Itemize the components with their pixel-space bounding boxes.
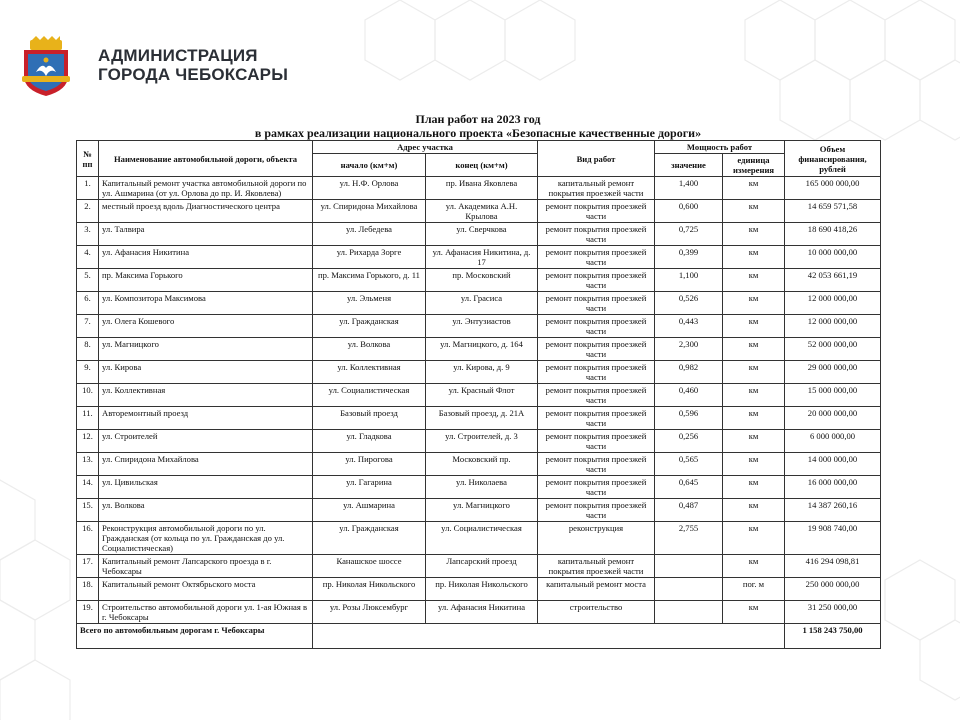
cell-funding: 12 000 000,00 [785, 315, 881, 338]
cell-work-type: строительство [538, 601, 655, 624]
cell-funding: 52 000 000,00 [785, 338, 881, 361]
cell-road-name: ул. Волкова [99, 499, 313, 522]
cell-number: 4. [77, 246, 99, 269]
cell-road-name: ул. Цивильская [99, 476, 313, 499]
cell-work-type: ремонт покрытия проезжей части [538, 315, 655, 338]
cell-work-type: ремонт покрытия проезжей части [538, 476, 655, 499]
organization-name-line1: АДМИНИСТРАЦИЯ [98, 46, 258, 65]
cell-end: ул. Магницкого, д. 164 [426, 338, 538, 361]
cell-work-type: ремонт покрытия проезжей части [538, 361, 655, 384]
header-address: Адрес участка [313, 141, 538, 154]
cell-work-type: ремонт покрытия проезжей части [538, 292, 655, 315]
cell-work-type: капитальный ремонт покрытия проезжей части [538, 555, 655, 578]
cell-funding: 14 387 260,16 [785, 499, 881, 522]
cell-funding: 18 690 418,26 [785, 223, 881, 246]
cell-end: ул. Кирова, д. 9 [426, 361, 538, 384]
cell-funding: 10 000 000,00 [785, 246, 881, 269]
table-row [77, 601, 881, 624]
table-body [77, 177, 881, 624]
table-row [77, 223, 881, 246]
cell-start: ул. Эльменя [313, 292, 426, 315]
cell-funding: 20 000 000,00 [785, 407, 881, 430]
cell-value: 2,755 [655, 522, 723, 555]
cell-road-name: ул. Спиридона Михайлова [99, 453, 313, 476]
cell-value [655, 555, 723, 578]
cell-end: Лапсарский проезд [426, 555, 538, 578]
cell-unit: пог. м [723, 578, 785, 601]
cell-end: ул. Грасиса [426, 292, 538, 315]
cell-end: ул. Социалистическая [426, 522, 538, 555]
cell-work-type: капитальный ремонт покрытия проезжей части [538, 177, 655, 200]
cell-start: ул. Социалистическая [313, 384, 426, 407]
cell-end: ул. Афанасия Никитина [426, 601, 538, 624]
cell-value: 0,526 [655, 292, 723, 315]
cell-road-name: пр. Максима Горького [99, 269, 313, 292]
cell-value: 0,443 [655, 315, 723, 338]
cell-road-name: Капитальный ремонт Лапсарского проезда в г. Чебоксары [99, 555, 313, 578]
table-row [77, 430, 881, 453]
organization-name-line2: ГОРОДА ЧЕБОКСАРЫ [98, 65, 289, 84]
table-row [77, 384, 881, 407]
cell-unit: км [723, 338, 785, 361]
cell-value: 0,565 [655, 453, 723, 476]
cell-work-type: ремонт покрытия проезжей части [538, 499, 655, 522]
document-title-line2: в рамках реализации национального проекта «Безопасные качественные дороги» [254, 126, 702, 140]
header-unit: единица измерения [723, 154, 785, 177]
cell-end: пр. Николая Никольского [426, 578, 538, 601]
table-row [77, 292, 881, 315]
cell-number: 15. [77, 499, 99, 522]
cell-number: 1. [77, 177, 99, 200]
cell-start: ул. Ашмарина [313, 499, 426, 522]
cell-end: пр. Московский [426, 269, 538, 292]
table-row [77, 269, 881, 292]
document-title [76, 112, 880, 140]
cell-end: ул. Строителей, д. 3 [426, 430, 538, 453]
table-row [77, 499, 881, 522]
cell-work-type: ремонт покрытия проезжей части [538, 269, 655, 292]
cell-funding: 14 659 571,58 [785, 200, 881, 223]
total-spacer [313, 624, 785, 649]
cell-value: 0,600 [655, 200, 723, 223]
city-emblem-logo [18, 36, 74, 98]
cell-unit: км [723, 223, 785, 246]
cell-start: пр. Максима Горького, д. 11 [313, 269, 426, 292]
cell-road-name: ул. Композитора Максимова [99, 292, 313, 315]
cell-start: ул. Коллективная [313, 361, 426, 384]
cell-start: ул. Н.Ф. Орлова [313, 177, 426, 200]
cell-start: ул. Пирогова [313, 453, 426, 476]
cell-work-type: ремонт покрытия проезжей части [538, 338, 655, 361]
cell-value: 0,982 [655, 361, 723, 384]
cell-unit: км [723, 430, 785, 453]
cell-start: ул. Волкова [313, 338, 426, 361]
header-work-type: Вид работ [538, 141, 655, 177]
cell-road-name: ул. Магницкого [99, 338, 313, 361]
cell-start: ул. Гладкова [313, 430, 426, 453]
header-start: начало (км+м) [313, 154, 426, 177]
cell-end: Базовый проезд, д. 21А [426, 407, 538, 430]
cell-unit: км [723, 177, 785, 200]
cell-road-name: ул. Олега Кошевого [99, 315, 313, 338]
cell-value: 0,645 [655, 476, 723, 499]
table-row [77, 555, 881, 578]
cell-end: ул. Сверчкова [426, 223, 538, 246]
cell-unit: км [723, 315, 785, 338]
cell-number: 7. [77, 315, 99, 338]
document-title-line1: План работ на 2023 год [415, 112, 541, 126]
cell-number: 18. [77, 578, 99, 601]
cell-end: ул. Академика А.Н. Крылова [426, 200, 538, 223]
cell-work-type: ремонт покрытия проезжей части [538, 453, 655, 476]
cell-road-name: Авторемонтный проезд [99, 407, 313, 430]
cell-number: 11. [77, 407, 99, 430]
cell-unit: км [723, 601, 785, 624]
cell-value: 1,400 [655, 177, 723, 200]
cell-start: пр. Николая Никольского [313, 578, 426, 601]
cell-unit: км [723, 499, 785, 522]
cell-funding: 14 000 000,00 [785, 453, 881, 476]
cell-road-name: Капитальный ремонт Октябрьского моста [99, 578, 313, 601]
cell-work-type: ремонт покрытия проезжей части [538, 430, 655, 453]
cell-value: 1,100 [655, 269, 723, 292]
cell-end: ул. Энтузиастов [426, 315, 538, 338]
cell-start: ул. Гражданская [313, 315, 426, 338]
cell-funding: 16 000 000,00 [785, 476, 881, 499]
cell-road-name: ул. Коллективная [99, 384, 313, 407]
cell-unit: км [723, 361, 785, 384]
organization-name [98, 46, 288, 84]
cell-value [655, 601, 723, 624]
header-capacity: Мощность работ [655, 141, 785, 154]
total-row [77, 624, 881, 649]
cell-start: ул. Лебедева [313, 223, 426, 246]
cell-number: 19. [77, 601, 99, 624]
road-works-plan-table [76, 140, 881, 649]
cell-unit: км [723, 246, 785, 269]
cell-start: Канашское шоссе [313, 555, 426, 578]
cell-work-type: ремонт покрытия проезжей части [538, 407, 655, 430]
table-row [77, 453, 881, 476]
cell-value: 0,399 [655, 246, 723, 269]
cell-road-name: ул. Кирова [99, 361, 313, 384]
total-value: 1 158 243 750,00 [785, 624, 881, 649]
table-row [77, 522, 881, 555]
cell-road-name: ул. Талвира [99, 223, 313, 246]
cell-value: 2,300 [655, 338, 723, 361]
cell-start: ул. Рихарда Зорге [313, 246, 426, 269]
cell-start: ул. Гагарина [313, 476, 426, 499]
cell-start: Базовый проезд [313, 407, 426, 430]
cell-road-name: ул. Строителей [99, 430, 313, 453]
cell-number: 13. [77, 453, 99, 476]
cell-work-type: ремонт покрытия проезжей части [538, 384, 655, 407]
header-funding: Объем финансирования, рублей [785, 141, 881, 177]
cell-funding: 250 000 000,00 [785, 578, 881, 601]
cell-unit: км [723, 384, 785, 407]
cell-number: 9. [77, 361, 99, 384]
cell-value: 0,460 [655, 384, 723, 407]
cell-road-name: Реконструкция автомобильной дороги по ул. Гражданская (от кольца по ул. Гражданская до ул. Социалистическая) [99, 522, 313, 555]
cell-road-name: Строительство автомобильной дороги ул. 1-ая Южная в г. Чебоксары [99, 601, 313, 624]
header-value: значение [655, 154, 723, 177]
cell-start: ул. Розы Люксембург [313, 601, 426, 624]
cell-funding: 416 294 098,81 [785, 555, 881, 578]
cell-unit: км [723, 269, 785, 292]
cell-funding: 12 000 000,00 [785, 292, 881, 315]
cell-funding: 15 000 000,00 [785, 384, 881, 407]
cell-work-type: капитальный ремонт моста [538, 578, 655, 601]
cell-funding: 19 908 740,00 [785, 522, 881, 555]
cell-unit: км [723, 522, 785, 555]
cell-value: 0,487 [655, 499, 723, 522]
cell-number: 17. [77, 555, 99, 578]
cell-end: Московский пр. [426, 453, 538, 476]
table-row [77, 407, 881, 430]
table-row [77, 246, 881, 269]
cell-number: 6. [77, 292, 99, 315]
cell-start: ул. Спиридона Михайлова [313, 200, 426, 223]
header-road-name: Наименование автомобильной дороги, объекта [99, 141, 313, 177]
cell-end: ул. Красный Флот [426, 384, 538, 407]
total-label: Всего по автомобильным дорогам г. Чебоксары [77, 624, 313, 649]
cell-road-name: ул. Афанасия Никитина [99, 246, 313, 269]
table-row [77, 177, 881, 200]
cell-end: ул. Магницкого [426, 499, 538, 522]
cell-end: ул. Афанасия Никитина, д. 17 [426, 246, 538, 269]
table-row [77, 476, 881, 499]
cell-number: 8. [77, 338, 99, 361]
cell-unit: км [723, 407, 785, 430]
table-row [77, 578, 881, 601]
cell-number: 14. [77, 476, 99, 499]
cell-value: 0,725 [655, 223, 723, 246]
cell-number: 12. [77, 430, 99, 453]
cell-value: 0,256 [655, 430, 723, 453]
cell-unit: км [723, 200, 785, 223]
cell-number: 3. [77, 223, 99, 246]
header-end: конец (км+м) [426, 154, 538, 177]
cell-unit: км [723, 476, 785, 499]
table-row [77, 200, 881, 223]
cell-work-type: ремонт покрытия проезжей части [538, 223, 655, 246]
cell-value [655, 578, 723, 601]
cell-road-name: местный проезд вдоль Диагностического центра [99, 200, 313, 223]
cell-end: ул. Николаева [426, 476, 538, 499]
cell-funding: 29 000 000,00 [785, 361, 881, 384]
table-row [77, 361, 881, 384]
cell-number: 2. [77, 200, 99, 223]
cell-unit: км [723, 292, 785, 315]
cell-number: 5. [77, 269, 99, 292]
cell-funding: 6 000 000,00 [785, 430, 881, 453]
cell-end: пр. Ивана Яковлева [426, 177, 538, 200]
cell-funding: 42 053 661,19 [785, 269, 881, 292]
cell-work-type: реконструкция [538, 522, 655, 555]
cell-road-name: Капитальный ремонт участка автомобильной дороги по ул. Ашмарина (от ул. Орлова до пр. И. Яковлева) [99, 177, 313, 200]
cell-funding: 165 000 000,00 [785, 177, 881, 200]
cell-value: 0,596 [655, 407, 723, 430]
cell-funding: 31 250 000,00 [785, 601, 881, 624]
cell-number: 16. [77, 522, 99, 555]
header-number: № пп [77, 141, 99, 177]
cell-unit: км [723, 555, 785, 578]
table-row [77, 315, 881, 338]
cell-start: ул. Гражданская [313, 522, 426, 555]
cell-work-type: ремонт покрытия проезжей части [538, 246, 655, 269]
cell-number: 10. [77, 384, 99, 407]
cell-work-type: ремонт покрытия проезжей части [538, 200, 655, 223]
table-row [77, 338, 881, 361]
cell-unit: км [723, 453, 785, 476]
